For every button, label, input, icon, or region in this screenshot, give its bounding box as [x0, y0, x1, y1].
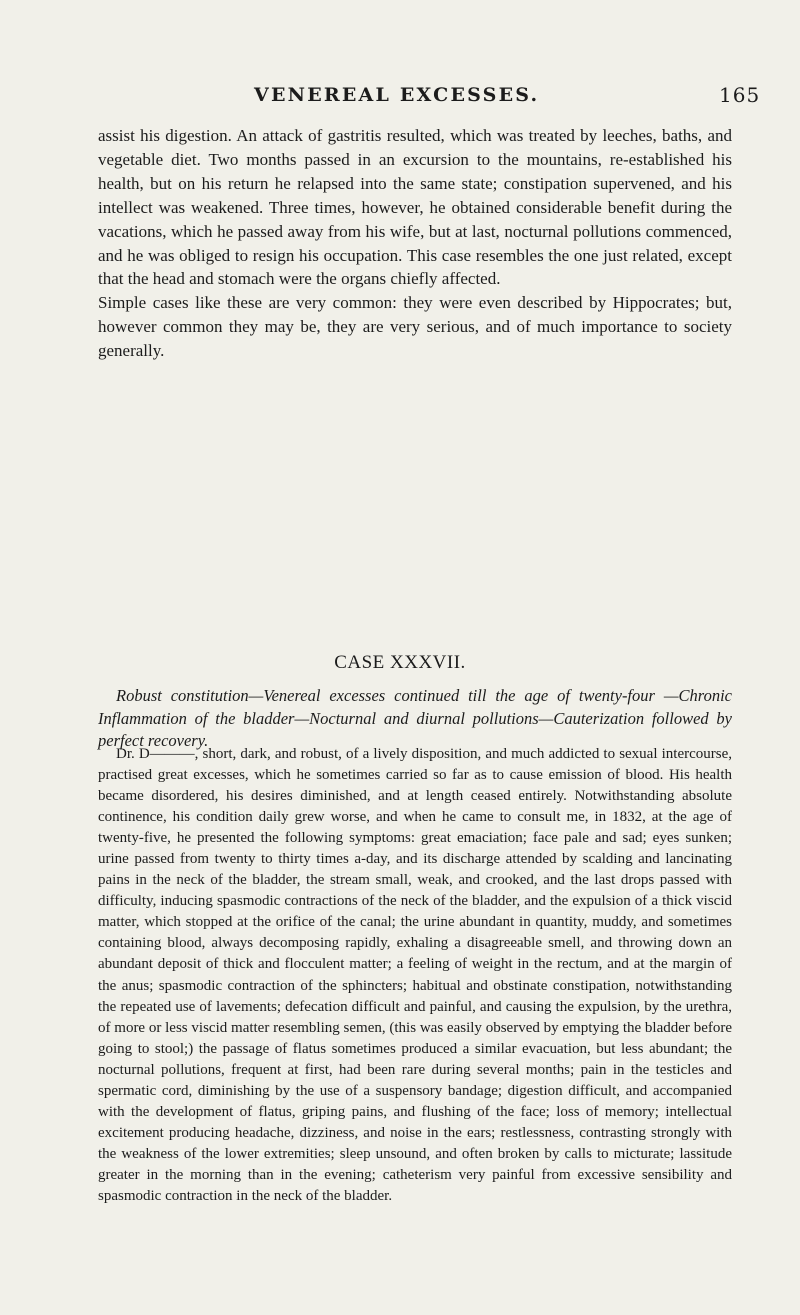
case-subtitle: Robust constitution—Venereal excesses continued till the age of twenty-four —Chronic Inflammation of the bladder—Nocturnal and diurnal pollutions—Cauterization followed by perfect recovery.	[98, 686, 732, 750]
case-body: Dr. D———, short, dark, and robust, of a lively disposition, and much addicted to sexual intercourse, practised great excesses, which he sometimes carried so far as to cause emission of blood. His health became disordered, his desires diminished, and at length ceased entirely. Notwithstanding absolute continence, his condition daily grew worse, and when he came to consult me, in 1832, at the age of twenty-five, he presented the following symptoms: great emaciation; face pale and sad; eyes sunken; urine passed from twenty to thirty times a-day, and its discharge attended by scalding and lancinating pains in the neck of the bladder, the stream small, weak, and crooked, and the last drops passed with difficulty, inducing spasmodic contractions of the neck of the bladder, and the expulsion of a thick viscid matter, which stopped at the orifice of the canal; the urine abundant in quantity, muddy, and sometimes containing blood, always decomposing rapidly, exhaling a disagreeable smell, and throwing down an abundant deposit of thick and flocculent matter; a feeling of weight in the rectum, and at the margin of the anus; spasmodic contraction of the sphincters; habitual and obstinate constipation, notwithstanding the repeated use of lavements; defecation difficult and painful, and causing the expulsion, by the urethra, of more or less viscid matter resembling semen, (this was easily observed by emptying the bladder before going to stool;) the passage of flatus sometimes produced a similar evacuation, but less abundant; the nocturnal pollutions, frequent at first, had been rare during several months; pain in the testicles and spermatic cord, diminishing by the use of a suspensory bandage; digestion difficult, and accompanied with the development of flatus, griping pains, and flushing of the face; loss of memory; intellectual excitement producing headache, dizziness, and noise in the ears; restlessness, contrasting strongly with the weakness of the lower extremities; sleep unsound, and often broken by calls to micturate; lassitude greater in the morning than in the evening; catheterism very painful from excessive sensibility and spasmodic contraction in the neck of the bladder.	[98, 746, 732, 1204]
body-text	[98, 124, 732, 363]
paragraph-gastritis-case: assist his digestion. An attack of gastritis resulted, which was treated by leeches, baths, and vegetable diet. Two months passed in an excursion to the mountains, re-established his health, but on his return he relapsed into the same state; constipation supervened, and his intellect was weakened. Three times, however, he obtained considerable benefit during the vacations, which he passed away from his wife, but at last, nocturnal pollutions commenced, and he was obliged to resign his occupation. This case resembles the one just related, except that the head and stomach were the organs chiefly affected.	[98, 126, 732, 289]
running-head: VENEREAL EXCESSES.	[254, 84, 540, 106]
page-number: 165	[719, 83, 761, 107]
case-heading: CASE XXXVII.	[334, 652, 466, 673]
paragraph-simple-cases: Simple cases like these are very common: they were even described by Hippocrates; but, however common they may be, they are very serious, and of much importance to society generally.	[98, 293, 732, 361]
